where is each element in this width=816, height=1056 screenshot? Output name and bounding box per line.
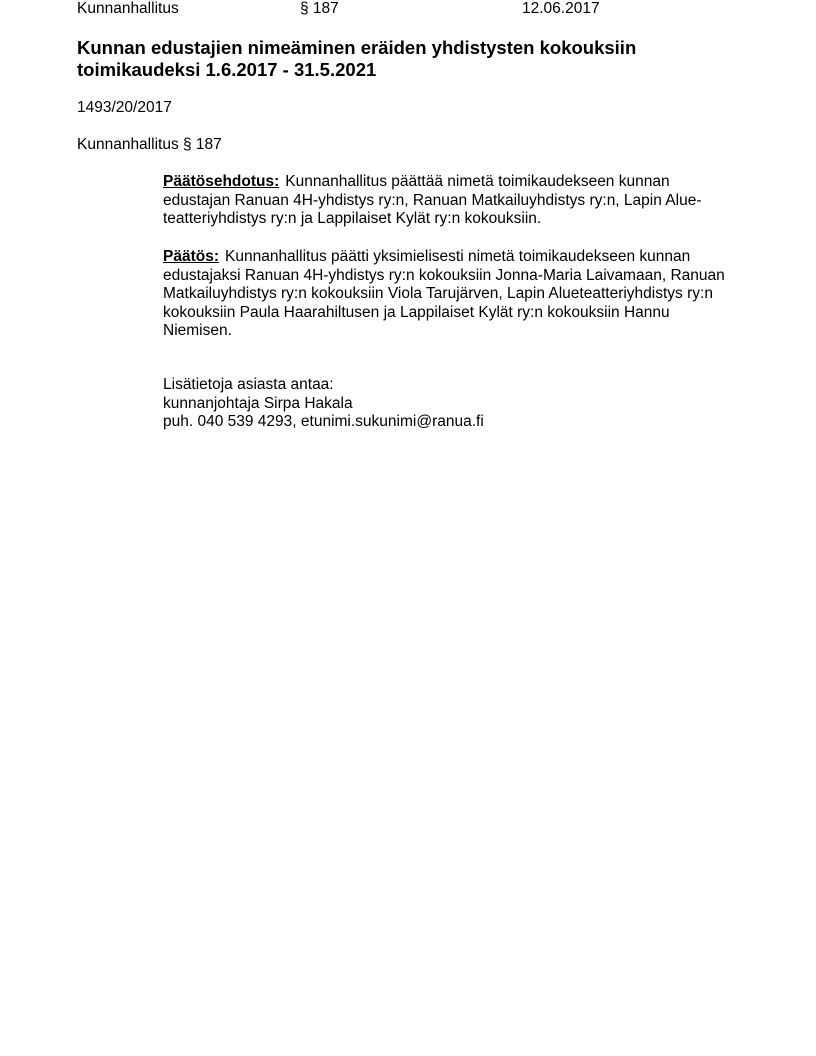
decision-text: Kunnanhallitus päätti yksimielisesti nimetä toimikaudekseen kunnan edustajaksi Ranuan 4H-yhdistys ry:n kokouksiin Jonna-Maria Laivamaan, Ranuan Matkailuyhdistys ry:n kokouksiin Viola Tarujärven, Lapin Alueteatteriyhdistys ry:n kokouksiin Paula Haarahiltusen ja Lappilaiset Kylät ry:n kokouksiin Hannu Niemisen.: [163, 248, 725, 339]
header-body-name: Kunnanhallitus: [77, 0, 179, 17]
header-meeting-date: 12.06.2017: [522, 0, 600, 17]
header-section-number: § 187: [300, 0, 339, 17]
contact-person: kunnanjohtaja Sirpa Hakala: [163, 394, 353, 412]
decision-paragraph: [163, 248, 738, 341]
decision-label: Päätös:: [163, 248, 219, 265]
document-title: Kunnan edustajien nimeäminen eräiden yhdistysten kokouksiin toimikaudeksi 1.6.2017 - 31.5.2021: [77, 37, 637, 80]
diary-number: 1493/20/2017: [77, 99, 172, 116]
proposal-label: Päätösehdotus:: [163, 173, 280, 190]
section-reference: Kunnanhallitus § 187: [77, 136, 222, 153]
contact-details: puh. 040 539 4293, etunimi.sukunimi@ranua.fi: [163, 413, 484, 430]
page-header: [0, 0, 816, 19]
contact-heading: Lisätietoja asiasta antaa:: [163, 376, 334, 393]
proposal-paragraph: [163, 173, 738, 229]
contact-info: [163, 376, 738, 432]
proposal-text: Kunnanhallitus päättää nimetä toimikaudekseen kunnan edustajan Ranuan 4H-yhdistys ry:n, Ranuan Matkailuyhdistys ry:n, Lapin Alue-teatteriyhdistys ry:n ja Lappilaiset Kylät ry:n kokouksiin.: [163, 173, 702, 227]
